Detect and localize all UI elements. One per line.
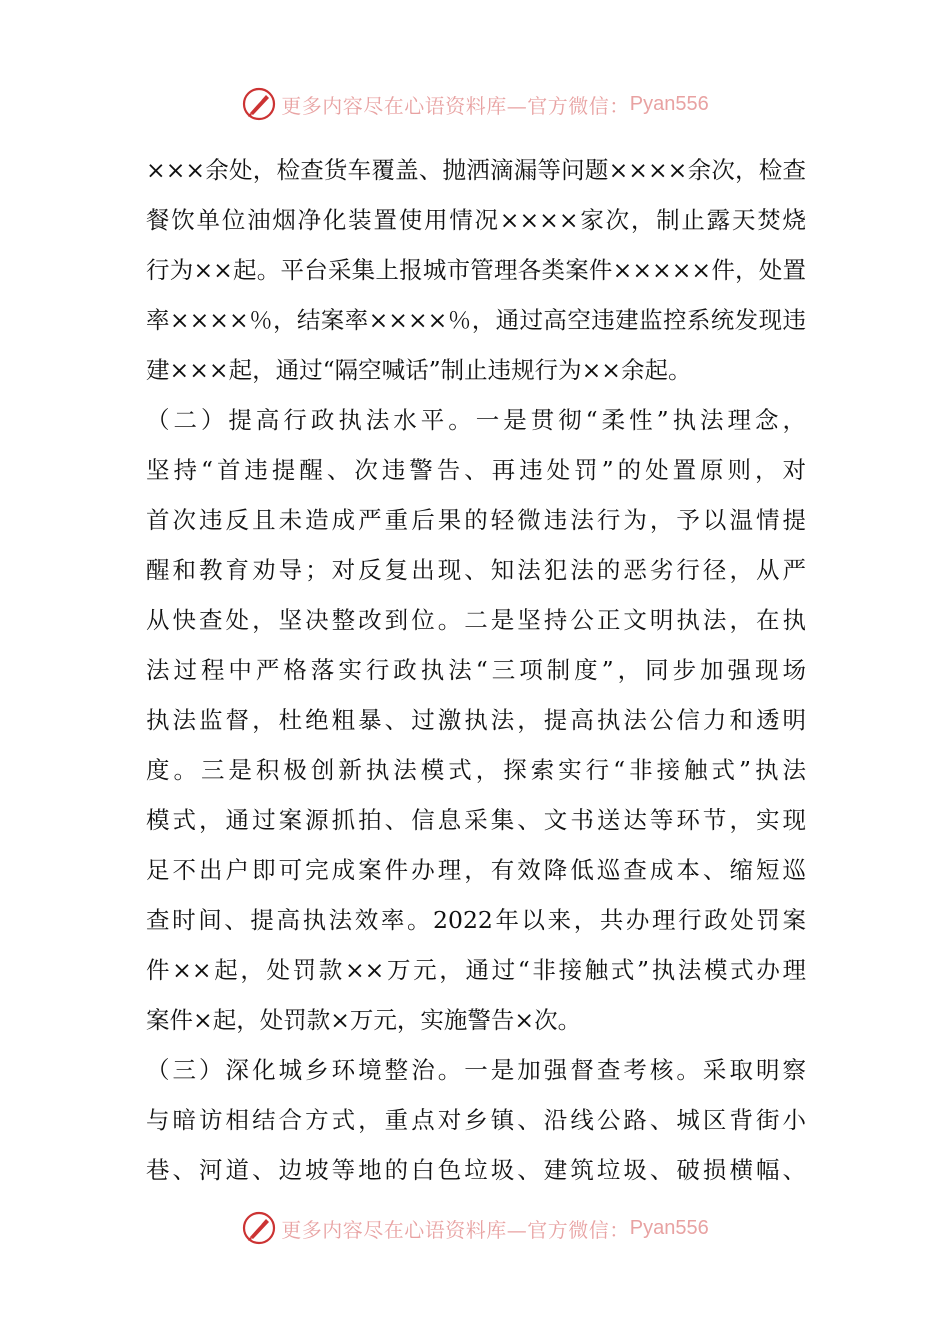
text-line: 行为××起。平台采集上报城市管理各类案件×××××件，处置 (146, 256, 806, 284)
text-line: 从快查处，坚决整改到位。二是坚持公正文明执法，在执 (146, 606, 806, 634)
footer-watermark-banner (0, 1208, 950, 1248)
banner-wechat-handle: Pyan556 (629, 92, 709, 115)
quill-logo-icon (241, 1210, 277, 1246)
text-line: （三）深化城乡环境整治。一是加强督查考核。采取明察 (146, 1056, 806, 1084)
text-line: 法过程中严格落实行政执法“三项制度”，同步加强现场 (146, 656, 806, 684)
document-body (146, 145, 806, 1195)
text-line: 建×××起，通过“隔空喊话”制止违规行为××余起。 (146, 356, 692, 384)
text-line: 巷、河道、边坡等地的白色垃圾、建筑垃圾、破损横幅、 (146, 1156, 806, 1184)
quill-logo-icon (241, 86, 277, 122)
text-line: ×××余处，检查货车覆盖、抛洒滴漏等问题××××余次，检查 (146, 156, 806, 184)
text-line: （二）提高行政执法水平。一是贯彻“柔性”执法理念， (146, 406, 806, 434)
text-line: 度。三是积极创新执法模式，探索实行“非接触式”执法 (146, 756, 806, 784)
text-line: 案件×起，处罚款×万元，实施警告×次。 (146, 1006, 582, 1034)
text-line: 醒和教育劝导；对反复出现、知法犯法的恶劣行径，从严 (146, 556, 806, 584)
text-line: 餐饮单位油烟净化装置使用情况××××家次，制止露天焚烧 (146, 206, 806, 234)
header-watermark-banner (0, 84, 950, 124)
banner-text: 更多内容尽在心语资料库—官方微信： (281, 1217, 630, 1242)
text-line: 执法监督，杜绝粗暴、过激执法，提高执法公信力和透明 (146, 706, 806, 734)
banner-text: 更多内容尽在心语资料库—官方微信： (281, 93, 630, 118)
text-line: 与暗访相结合方式，重点对乡镇、沿线公路、城区背街小 (146, 1106, 806, 1134)
text-line: 坚持“首违提醒、次违警告、再违处罚”的处置原则，对 (146, 456, 806, 484)
text-line: 件××起，处罚款××万元，通过“非接触式”执法模式办理 (146, 956, 806, 984)
text-line: 率××××％，结案率××××％，通过高空违建监控系统发现违 (146, 306, 806, 334)
banner-wechat-handle: Pyan556 (629, 1216, 709, 1239)
text-line: 模式，通过案源抓拍、信息采集、文书送达等环节，实现 (146, 806, 806, 834)
text-line: 首次违反且未造成严重后果的轻微违法行为，予以温情提 (146, 506, 806, 534)
text-line: 足不出户即可完成案件办理，有效降低巡查成本、缩短巡 (146, 856, 806, 884)
text-line: 查时间、提高执法效率。2022年以来，共办理行政处罚案 (146, 906, 806, 934)
